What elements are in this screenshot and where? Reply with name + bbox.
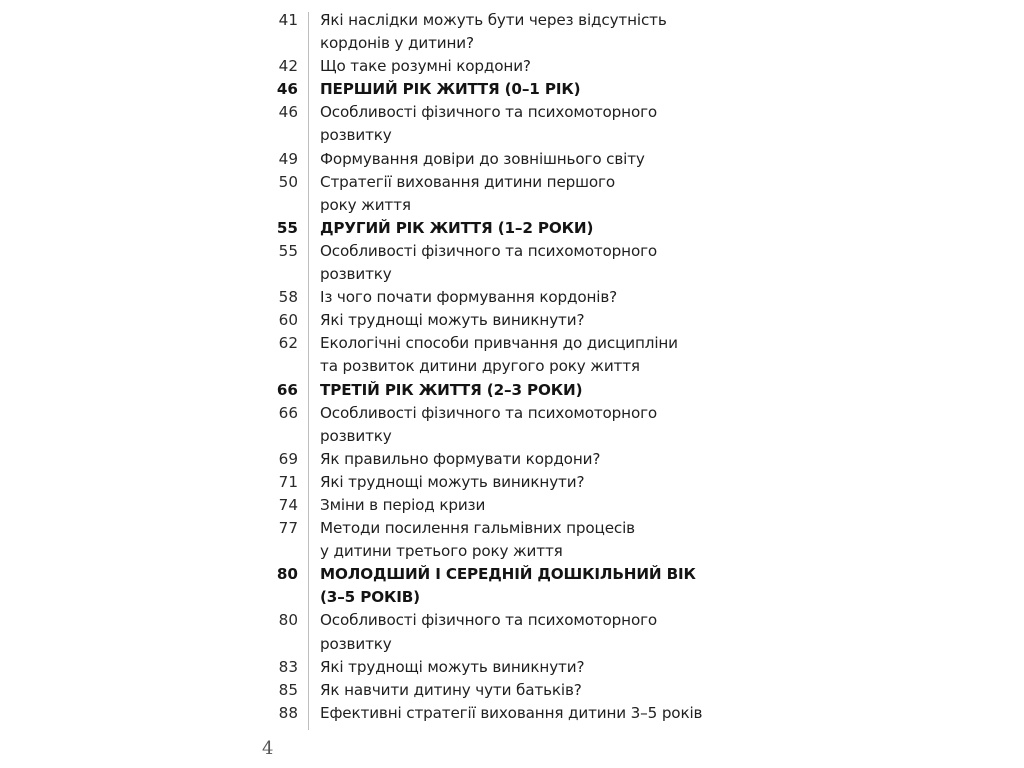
toc-page-number: 46 <box>276 80 298 99</box>
toc-entry-title: Із чого почати формування кордонів? <box>320 288 618 307</box>
toc-entry <box>262 309 732 332</box>
toc-entry-title: ТРЕТІЙ РІК ЖИТТЯ (2–3 РОКИ) <box>320 380 583 399</box>
toc-page-number: 50 <box>278 172 298 191</box>
toc-section-heading <box>262 78 732 101</box>
toc-page-number: 71 <box>278 472 298 491</box>
toc-entry-title: Як правильно формувати кордони? <box>320 449 601 468</box>
toc-page-number: 80 <box>276 565 298 584</box>
toc-page-number: 77 <box>278 519 298 538</box>
toc-entry-title: Які труднощі можуть виникнути? <box>320 472 585 491</box>
toc-page-number: 41 <box>278 11 298 29</box>
toc-entry-title: Які наслідки можуть бути через відсутність кордонів у дитини? <box>320 11 667 53</box>
toc-entry-title: Екологічні способи привчання до дисципліни та розвиток дитини другого року життя <box>320 334 678 376</box>
toc-page-number: 69 <box>278 449 298 468</box>
toc-entry-title: Стратегії виховання дитини першого року життя <box>320 172 616 214</box>
toc-entry <box>262 332 732 378</box>
toc-page-number: 55 <box>278 241 298 260</box>
toc-page-number: 60 <box>278 311 298 330</box>
toc-entry-title: Які труднощі можуть виникнути? <box>320 657 585 676</box>
toc-entry <box>262 702 732 725</box>
toc-entry <box>262 448 732 471</box>
toc-entry-title: Особливості фізичного та психомоторного розвитку <box>320 103 658 145</box>
toc-entry <box>262 609 732 655</box>
toc-entry <box>262 656 732 679</box>
toc-entry-title: Що таке розумні кордони? <box>320 57 531 76</box>
toc-entry-title: Особливості фізичного та психомоторного розвитку <box>320 241 658 284</box>
toc-page-number: 58 <box>278 288 298 307</box>
toc-entry <box>262 148 732 171</box>
toc-entry-title: Особливості фізичного та психомоторного розвитку <box>320 611 658 653</box>
toc-entry-title: Зміни в період кризи <box>320 495 486 514</box>
toc-entry-title: Методи посилення гальмівних процесів у дитини третього року життя <box>320 519 635 561</box>
page-number: 4 <box>262 738 274 759</box>
toc-entry <box>262 171 732 217</box>
toc-entry <box>262 240 732 286</box>
toc-entry-title: Формування довіри до зовнішнього світу <box>320 149 645 168</box>
toc-page-number: 42 <box>278 57 298 76</box>
toc-entry <box>262 9 732 55</box>
toc-entry-title: ПЕРШИЙ РІК ЖИТТЯ (0–1 РІК) <box>320 80 581 99</box>
toc-page-number: 83 <box>278 657 298 676</box>
toc-entry <box>262 286 732 309</box>
toc-entry-title: Ефективні стратегії виховання дитини 3–5 років <box>320 703 703 722</box>
toc-page-number: 62 <box>278 334 298 353</box>
toc-section-heading <box>262 563 732 609</box>
toc-entry <box>262 679 732 702</box>
toc-section-heading <box>262 379 732 402</box>
toc-page-number: 74 <box>278 495 298 514</box>
toc-page-number: 88 <box>278 703 298 722</box>
toc-section-heading <box>262 217 732 240</box>
toc-entry-title: Які труднощі можуть виникнути? <box>320 311 585 330</box>
toc-page-number: 66 <box>278 403 298 422</box>
toc-entry <box>262 55 732 78</box>
toc-entry-title: Як навчити дитину чути батьків? <box>320 680 582 699</box>
toc-page-number: 80 <box>278 611 298 630</box>
toc-entry <box>262 517 732 563</box>
toc-entry-title: Особливості фізичного та психомоторного розвитку <box>320 403 658 445</box>
toc-entry <box>262 471 732 494</box>
toc-entry <box>262 494 732 517</box>
toc-page-number: 66 <box>276 380 298 399</box>
toc-page-number: 46 <box>278 103 298 122</box>
toc-entry-title: МОЛОДШИЙ І СЕРЕДНІЙ ДОШКІЛЬНИЙ ВІК (3–5 РОКІВ) <box>320 565 696 607</box>
toc-page-number: 49 <box>278 149 298 168</box>
table-of-contents <box>262 9 732 725</box>
toc-entry <box>262 101 732 147</box>
toc-entry-title: ДРУГИЙ РІК ЖИТТЯ (1–2 РОКИ) <box>320 218 594 237</box>
toc-page-number: 55 <box>276 218 298 237</box>
toc-page-number: 85 <box>278 680 298 699</box>
toc-entry <box>262 402 732 448</box>
